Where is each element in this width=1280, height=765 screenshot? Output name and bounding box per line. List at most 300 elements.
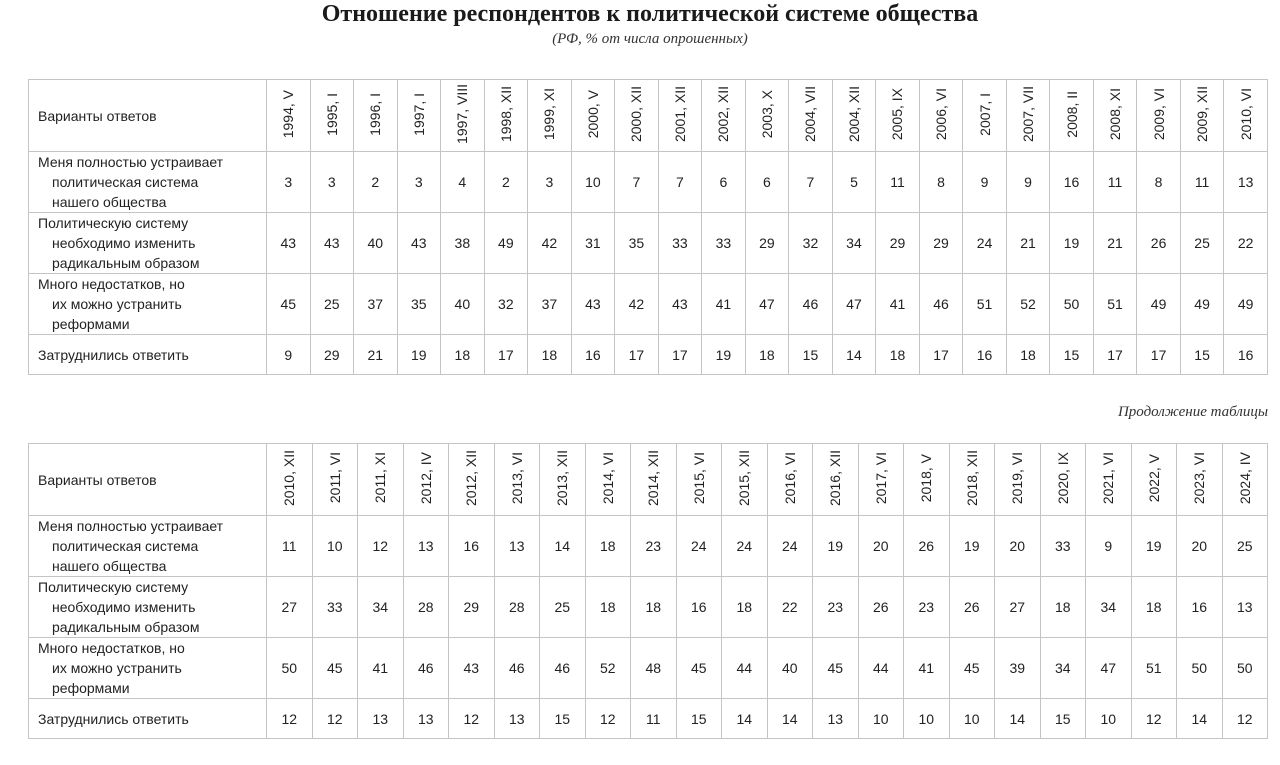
value-cell: 29 (876, 213, 920, 274)
value-cell: 45 (949, 638, 995, 699)
value-cell: 17 (1137, 335, 1181, 375)
value-cell: 25 (1180, 213, 1224, 274)
value-cell: 17 (615, 335, 659, 375)
value-cell: 52 (585, 638, 631, 699)
year-label: 2009, XII (1194, 85, 1211, 143)
value-cell: 11 (876, 152, 920, 213)
value-cell: 33 (702, 213, 746, 274)
year-label: 2023, VI (1191, 451, 1208, 505)
year-label: 2013, VI (508, 451, 525, 505)
value-cell: 13 (358, 699, 404, 739)
value-cell: 35 (615, 213, 659, 274)
value-cell: 18 (631, 577, 677, 638)
year-label: 1995, I (323, 92, 340, 136)
value-cell: 6 (745, 152, 789, 213)
table-part-1 (28, 79, 1268, 375)
value-cell: 16 (963, 335, 1007, 375)
year-header (813, 444, 859, 516)
value-cell: 47 (832, 274, 876, 335)
year-header (494, 444, 540, 516)
answer-label-line: реформами (52, 680, 130, 696)
value-cell: 26 (949, 577, 995, 638)
value-cell: 14 (832, 335, 876, 375)
year-label: 2011, XI (372, 452, 389, 504)
year-label: 2012, IV (417, 451, 434, 505)
value-cell: 18 (722, 577, 768, 638)
value-cell: 51 (1131, 638, 1177, 699)
table-row (29, 516, 1268, 577)
value-cell: 20 (1177, 516, 1223, 577)
value-cell: 10 (571, 152, 615, 213)
value-cell: 14 (1177, 699, 1223, 739)
answer-label-line: нашего общества (52, 194, 167, 210)
year-label: 2010, VI (1237, 87, 1254, 141)
value-cell: 41 (702, 274, 746, 335)
value-cell: 13 (403, 516, 449, 577)
value-cell: 52 (1006, 274, 1050, 335)
year-header (767, 444, 813, 516)
value-cell: 20 (995, 516, 1041, 577)
year-header (585, 444, 631, 516)
year-label: 2000, XII (628, 85, 645, 143)
value-cell: 3 (397, 152, 441, 213)
header-row (29, 444, 1268, 516)
answer-label-line: Меня полностью устраивает (38, 154, 224, 170)
year-header (615, 80, 659, 152)
value-cell: 18 (745, 335, 789, 375)
table-row (29, 699, 1268, 739)
year-header (312, 444, 358, 516)
year-header (403, 444, 449, 516)
year-label: 2006, VI (932, 87, 949, 141)
year-label: 2002, XII (715, 85, 732, 143)
year-header (358, 444, 404, 516)
value-cell: 23 (813, 577, 859, 638)
answer-label-line: Много недостатков, но (38, 276, 185, 292)
year-label: 2012, XII (463, 449, 480, 507)
value-cell: 46 (540, 638, 586, 699)
value-cell: 11 (267, 516, 313, 577)
year-header (1006, 80, 1050, 152)
year-label: 2015, XII (736, 449, 753, 507)
value-cell: 50 (1222, 638, 1268, 699)
value-cell: 43 (310, 213, 354, 274)
value-cell: 19 (397, 335, 441, 375)
answer-label-line: нашего общества (52, 558, 167, 574)
answer-label (29, 274, 267, 335)
year-label: 2017, VI (872, 451, 889, 505)
year-label: 1997, VIII (454, 84, 471, 144)
year-label: 2016, VI (781, 451, 798, 505)
value-cell: 19 (813, 516, 859, 577)
year-label: 1994, V (280, 89, 297, 139)
value-cell: 46 (919, 274, 963, 335)
year-header (1180, 80, 1224, 152)
value-cell: 12 (585, 699, 631, 739)
year-header (722, 444, 768, 516)
year-label: 2021, VI (1100, 451, 1117, 505)
year-label: 2015, VI (690, 451, 707, 505)
value-cell: 31 (571, 213, 615, 274)
value-cell: 3 (528, 152, 572, 213)
year-header (963, 80, 1007, 152)
answer-label-line: Затруднились ответить (38, 346, 189, 363)
value-cell: 26 (904, 516, 950, 577)
value-cell: 24 (722, 516, 768, 577)
value-cell: 18 (528, 335, 572, 375)
continuation-note: Продолжение таблицы (1117, 404, 1268, 420)
value-cell: 46 (789, 274, 833, 335)
answer-label-line: политическая система (52, 174, 199, 190)
year-header (919, 80, 963, 152)
value-cell: 28 (403, 577, 449, 638)
answer-label-line: необходимо изменить (52, 235, 196, 251)
value-cell: 41 (876, 274, 920, 335)
year-header (676, 444, 722, 516)
value-cell: 26 (858, 577, 904, 638)
value-cell: 18 (876, 335, 920, 375)
year-header (1224, 80, 1268, 152)
value-cell: 46 (494, 638, 540, 699)
value-cell: 49 (484, 213, 528, 274)
value-cell: 13 (494, 699, 540, 739)
value-cell: 40 (441, 274, 485, 335)
value-cell: 9 (267, 335, 311, 375)
year-label: 2014, VI (599, 451, 616, 505)
value-cell: 17 (484, 335, 528, 375)
value-cell: 50 (1177, 638, 1223, 699)
year-label: 2009, VI (1150, 87, 1167, 141)
year-header (571, 80, 615, 152)
year-header (1131, 444, 1177, 516)
value-cell: 27 (267, 577, 313, 638)
value-cell: 13 (494, 516, 540, 577)
value-cell: 18 (1006, 335, 1050, 375)
year-header (745, 80, 789, 152)
value-cell: 18 (585, 577, 631, 638)
value-cell: 45 (312, 638, 358, 699)
year-header (949, 444, 995, 516)
answer-label (29, 152, 267, 213)
value-cell: 15 (1040, 699, 1086, 739)
year-header (267, 80, 311, 152)
value-cell: 47 (1086, 638, 1132, 699)
value-cell: 2 (484, 152, 528, 213)
year-label: 2005, IX (889, 87, 906, 141)
year-label: 1998, XII (497, 85, 514, 143)
year-header (397, 80, 441, 152)
table-row (29, 335, 1268, 375)
value-cell: 47 (745, 274, 789, 335)
value-cell: 45 (676, 638, 722, 699)
year-label: 2010, XII (281, 449, 298, 507)
page-subtitle: (РФ, % от числа опрошенных) (552, 31, 748, 47)
value-cell: 17 (658, 335, 702, 375)
value-cell: 38 (441, 213, 485, 274)
value-cell: 16 (571, 335, 615, 375)
year-header (1177, 444, 1223, 516)
value-cell: 25 (310, 274, 354, 335)
header-row (29, 80, 1268, 152)
year-header (702, 80, 746, 152)
value-cell: 15 (676, 699, 722, 739)
value-cell: 41 (904, 638, 950, 699)
year-header (1222, 444, 1268, 516)
answer-label-line: радикальным образом (52, 619, 200, 635)
value-cell: 33 (312, 577, 358, 638)
row-header-cell: Варианты ответов (29, 444, 267, 516)
value-cell: 3 (267, 152, 311, 213)
value-cell: 34 (1086, 577, 1132, 638)
value-cell: 19 (1131, 516, 1177, 577)
answer-label-line: их можно устранить (52, 660, 182, 676)
year-label: 2014, XII (645, 449, 662, 507)
year-header (354, 80, 398, 152)
value-cell: 37 (354, 274, 398, 335)
year-header (484, 80, 528, 152)
value-cell: 3 (310, 152, 354, 213)
value-cell: 49 (1137, 274, 1181, 335)
value-cell: 49 (1180, 274, 1224, 335)
value-cell: 24 (963, 213, 1007, 274)
value-cell: 13 (1224, 152, 1268, 213)
year-label: 2016, XII (827, 449, 844, 507)
value-cell: 50 (1050, 274, 1094, 335)
year-header (449, 444, 495, 516)
year-label: 2004, XII (845, 85, 862, 143)
value-cell: 15 (540, 699, 586, 739)
year-label: 1999, XI (541, 87, 558, 141)
value-cell: 22 (767, 577, 813, 638)
value-cell: 42 (615, 274, 659, 335)
year-header (631, 444, 677, 516)
value-cell: 7 (658, 152, 702, 213)
value-cell: 15 (1180, 335, 1224, 375)
value-cell: 18 (1131, 577, 1177, 638)
value-cell: 15 (789, 335, 833, 375)
value-cell: 7 (789, 152, 833, 213)
value-cell: 43 (658, 274, 702, 335)
value-cell: 29 (745, 213, 789, 274)
page-title: Отношение респондентов к политической системе общества (321, 1, 979, 27)
value-cell: 2 (354, 152, 398, 213)
value-cell: 26 (1137, 213, 1181, 274)
year-label: 2018, V (918, 453, 935, 503)
value-cell: 21 (354, 335, 398, 375)
table-row (29, 152, 1268, 213)
row-header-cell: Варианты ответов (29, 80, 267, 152)
value-cell: 11 (1093, 152, 1137, 213)
value-cell: 17 (919, 335, 963, 375)
value-cell: 49 (1224, 274, 1268, 335)
value-cell: 16 (449, 516, 495, 577)
value-cell: 51 (1093, 274, 1137, 335)
value-cell: 48 (631, 638, 677, 699)
value-cell: 23 (904, 577, 950, 638)
answer-label (29, 699, 267, 739)
year-label: 1997, I (410, 92, 427, 136)
answer-label (29, 577, 267, 638)
value-cell: 24 (767, 516, 813, 577)
value-cell: 27 (995, 577, 1041, 638)
year-header (441, 80, 485, 152)
year-label: 2008, XI (1107, 87, 1124, 141)
value-cell: 17 (1093, 335, 1137, 375)
year-header (789, 80, 833, 152)
value-cell: 51 (963, 274, 1007, 335)
value-cell: 13 (1222, 577, 1268, 638)
value-cell: 10 (312, 516, 358, 577)
year-header (904, 444, 950, 516)
value-cell: 8 (919, 152, 963, 213)
answer-label-line: Затруднились ответить (38, 710, 189, 727)
value-cell: 18 (441, 335, 485, 375)
value-cell: 16 (1224, 335, 1268, 375)
value-cell: 25 (540, 577, 586, 638)
value-cell: 10 (904, 699, 950, 739)
year-header (310, 80, 354, 152)
value-cell: 23 (631, 516, 677, 577)
value-cell: 10 (1086, 699, 1132, 739)
answer-label-line: Много недостатков, но (38, 640, 185, 656)
value-cell: 43 (571, 274, 615, 335)
answer-label-line: радикальным образом (52, 255, 200, 271)
year-label: 1996, I (367, 92, 384, 136)
value-cell: 19 (1050, 213, 1094, 274)
value-cell: 12 (1222, 699, 1268, 739)
value-cell: 33 (658, 213, 702, 274)
value-cell: 9 (963, 152, 1007, 213)
answer-label-line: реформами (52, 316, 130, 332)
value-cell: 20 (858, 516, 904, 577)
year-label: 2020, IX (1054, 451, 1071, 505)
value-cell: 34 (832, 213, 876, 274)
value-cell: 11 (1180, 152, 1224, 213)
answer-label-line: политическая система (52, 538, 199, 554)
answer-label (29, 516, 267, 577)
answer-label (29, 638, 267, 699)
value-cell: 43 (449, 638, 495, 699)
value-cell: 21 (1006, 213, 1050, 274)
year-header (858, 444, 904, 516)
value-cell: 13 (403, 699, 449, 739)
year-label: 2013, XII (554, 449, 571, 507)
answer-label-line: Политическую систему (38, 215, 189, 231)
value-cell: 32 (789, 213, 833, 274)
value-cell: 39 (995, 638, 1041, 699)
value-cell: 29 (310, 335, 354, 375)
value-cell: 37 (528, 274, 572, 335)
value-cell: 44 (722, 638, 768, 699)
value-cell: 14 (722, 699, 768, 739)
year-header (1137, 80, 1181, 152)
value-cell: 12 (358, 516, 404, 577)
value-cell: 7 (615, 152, 659, 213)
value-cell: 45 (267, 274, 311, 335)
table-row (29, 213, 1268, 274)
value-cell: 33 (1040, 516, 1086, 577)
year-label: 2007, VII (1020, 85, 1037, 143)
value-cell: 5 (832, 152, 876, 213)
answer-label-line: Политическую систему (38, 579, 189, 595)
value-cell: 22 (1224, 213, 1268, 274)
value-cell: 21 (1093, 213, 1137, 274)
value-cell: 34 (358, 577, 404, 638)
value-cell: 19 (702, 335, 746, 375)
value-cell: 14 (995, 699, 1041, 739)
value-cell: 40 (767, 638, 813, 699)
value-cell: 12 (1131, 699, 1177, 739)
value-cell: 16 (1050, 152, 1094, 213)
value-cell: 32 (484, 274, 528, 335)
value-cell: 19 (949, 516, 995, 577)
value-cell: 15 (1050, 335, 1094, 375)
value-cell: 12 (449, 699, 495, 739)
value-cell: 46 (403, 638, 449, 699)
value-cell: 44 (858, 638, 904, 699)
year-label: 2022, V (1145, 453, 1162, 503)
year-header (540, 444, 586, 516)
value-cell: 50 (267, 638, 313, 699)
year-label: 2003, X (758, 89, 775, 139)
year-header (658, 80, 702, 152)
value-cell: 28 (494, 577, 540, 638)
value-cell: 13 (813, 699, 859, 739)
year-header (1050, 80, 1094, 152)
table-row (29, 577, 1268, 638)
value-cell: 43 (267, 213, 311, 274)
table-row (29, 274, 1268, 335)
value-cell: 12 (312, 699, 358, 739)
value-cell: 42 (528, 213, 572, 274)
year-header (995, 444, 1041, 516)
year-label: 2007, I (976, 92, 993, 136)
year-label: 2019, VI (1009, 451, 1026, 505)
answer-label (29, 335, 267, 375)
value-cell: 41 (358, 638, 404, 699)
value-cell: 25 (1222, 516, 1268, 577)
value-cell: 18 (1040, 577, 1086, 638)
value-cell: 24 (676, 516, 722, 577)
year-label: 2018, XII (963, 449, 980, 507)
value-cell: 14 (540, 516, 586, 577)
value-cell: 9 (1006, 152, 1050, 213)
value-cell: 29 (449, 577, 495, 638)
answer-label-line: необходимо изменить (52, 599, 196, 615)
year-label: 2001, XII (671, 85, 688, 143)
year-label: 2008, II (1063, 90, 1080, 138)
value-cell: 9 (1086, 516, 1132, 577)
value-cell: 35 (397, 274, 441, 335)
year-header (1086, 444, 1132, 516)
table-part-2 (28, 443, 1268, 739)
value-cell: 29 (919, 213, 963, 274)
year-header (267, 444, 313, 516)
year-label: 2004, VII (802, 85, 819, 143)
year-header (1093, 80, 1137, 152)
value-cell: 14 (767, 699, 813, 739)
value-cell: 11 (631, 699, 677, 739)
value-cell: 10 (949, 699, 995, 739)
value-cell: 4 (441, 152, 485, 213)
year-header (528, 80, 572, 152)
value-cell: 8 (1137, 152, 1181, 213)
year-label: 2000, V (584, 89, 601, 139)
value-cell: 16 (676, 577, 722, 638)
year-header (876, 80, 920, 152)
year-label: 2024, IV (1236, 451, 1253, 505)
answer-label-line: Меня полностью устраивает (38, 518, 224, 534)
